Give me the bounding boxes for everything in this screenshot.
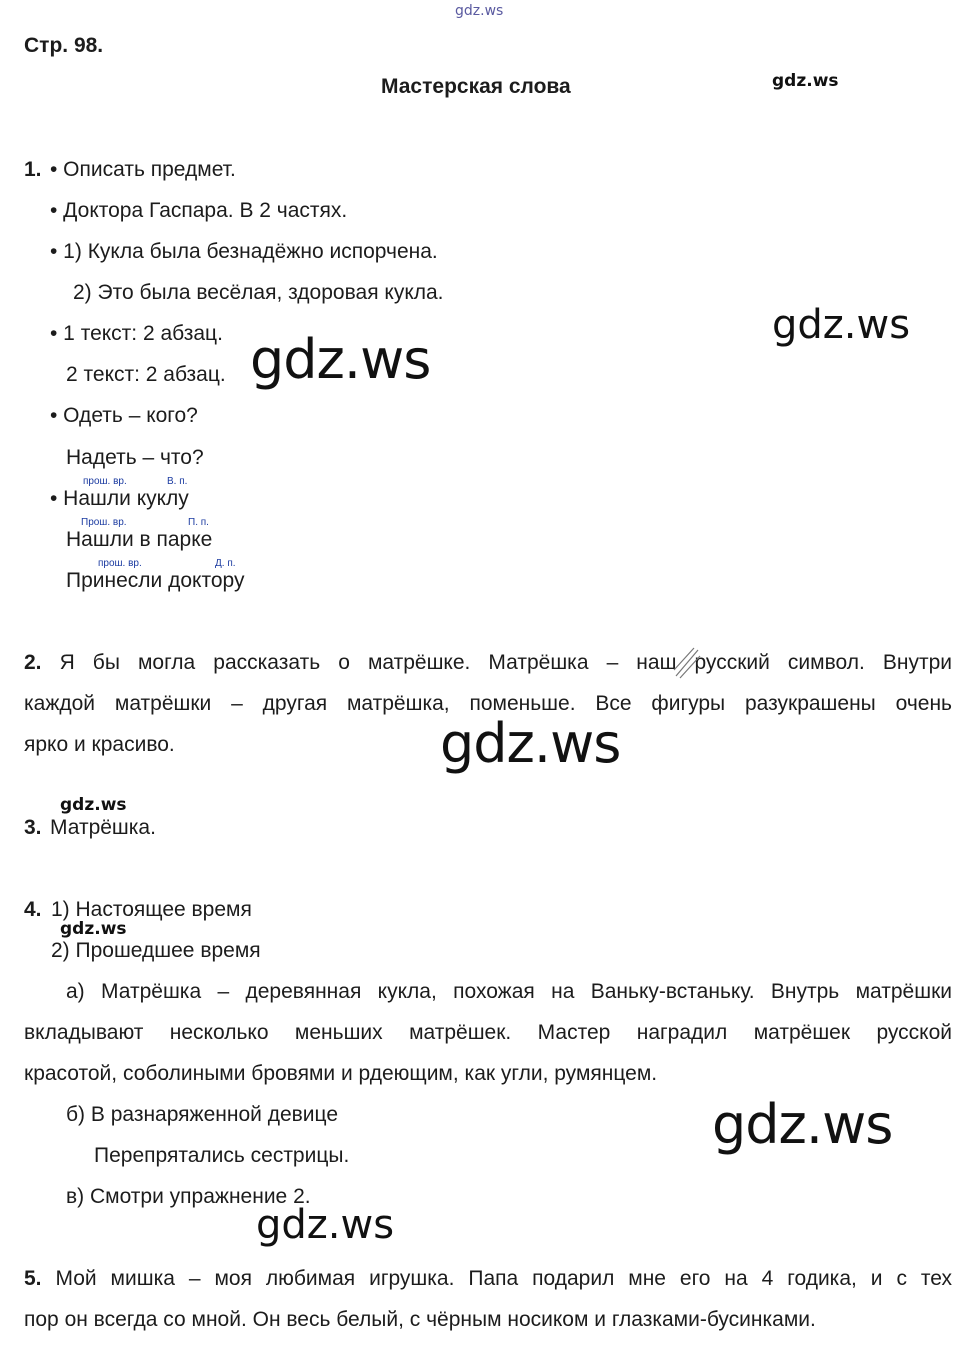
task-line: • Одеть – кого? — [50, 404, 198, 427]
task-line: 2 текст: 2 абзац. — [66, 363, 226, 386]
task-line: Я бы могла рассказать о матрёшке. Матрёшка – наш русский символ. Внутри — [59, 651, 952, 674]
task-line: • Описать предмет. — [50, 158, 236, 181]
task-number: 2. — [24, 651, 42, 674]
watermark-mid-right: gdz.ws — [772, 302, 911, 348]
watermark-small-2: gdz.ws — [60, 919, 127, 939]
task-line: 1) Настоящее время — [51, 898, 252, 921]
watermark-small-1: gdz.ws — [60, 795, 127, 815]
task-line: Нашли в парке — [66, 528, 213, 551]
task-line: ярко и красиво. — [24, 733, 175, 756]
task-number: 4. — [24, 898, 42, 921]
task-line: вкладывают несколько меньших матрёшек. Мастер наградил матрёшек русской — [24, 1021, 952, 1044]
task-line: каждой матрёшки – другая матрёшка, поменьше. Все фигуры разукрашены очень — [24, 692, 952, 715]
page-title: Мастерская слова — [381, 75, 571, 98]
task-line: • Нашли куклу — [50, 487, 189, 510]
watermark-header-right: gdz.ws — [772, 71, 839, 91]
watermark-big-1: gdz.ws — [250, 328, 431, 391]
task-line: 2) Это была весёлая, здоровая кукла. — [73, 281, 444, 304]
task-line: в) Смотри упражнение 2. — [66, 1185, 311, 1208]
task-number: 3. — [24, 816, 42, 839]
task-number: 5. — [24, 1267, 42, 1290]
grammar-annotation: прош. вр. — [98, 558, 142, 569]
task-line: пор он всегда со мной. Он весь белый, с чёрным носиком и глазками-бусинками. — [24, 1308, 816, 1331]
task-number: 1. — [24, 158, 42, 181]
task-line: Матрёшка. — [50, 816, 156, 839]
task-line: Надеть – что? — [66, 446, 204, 469]
grammar-annotation: Прош. вр. — [81, 517, 127, 528]
grammar-annotation: Д. п. — [215, 558, 236, 569]
grammar-annotation: прош. вр. — [83, 476, 127, 487]
task-line: 2) Прошедшее время — [51, 939, 261, 962]
task-line: б) В разнаряженной девице — [66, 1103, 338, 1126]
scribble-mark — [672, 646, 702, 680]
task-line: • 1 текст: 2 абзац. — [50, 322, 223, 345]
watermark-big-2: gdz.ws — [440, 712, 621, 775]
task-line: красотой, соболиными бровями и рдеющим, как угли, румянцем. — [24, 1062, 658, 1085]
task-line: • Доктора Гаспара. В 2 частях. — [50, 199, 348, 222]
watermark-top: gdz.ws — [455, 3, 504, 19]
task-line: Перепрятались сестрицы. — [94, 1144, 350, 1167]
grammar-annotation: П. п. — [188, 517, 209, 528]
task-line: Принесли доктору — [66, 569, 245, 592]
watermark-big-3: gdz.ws — [712, 1093, 893, 1156]
grammar-annotation: В. п. — [167, 476, 188, 487]
watermark-big-4: gdz.ws — [256, 1202, 395, 1248]
page-label: Стр. 98. — [24, 34, 104, 57]
task-line: Мой мишка – моя любимая игрушка. Папа подарил мне его на 4 годика, и с тех — [55, 1267, 952, 1290]
task-line: • 1) Кукла была безнадёжно испорчена. — [50, 240, 438, 263]
task-line: а) Матрёшка – деревянная кукла, похожая на Ваньку-встаньку. Внутрь матрёшки — [66, 980, 952, 1003]
